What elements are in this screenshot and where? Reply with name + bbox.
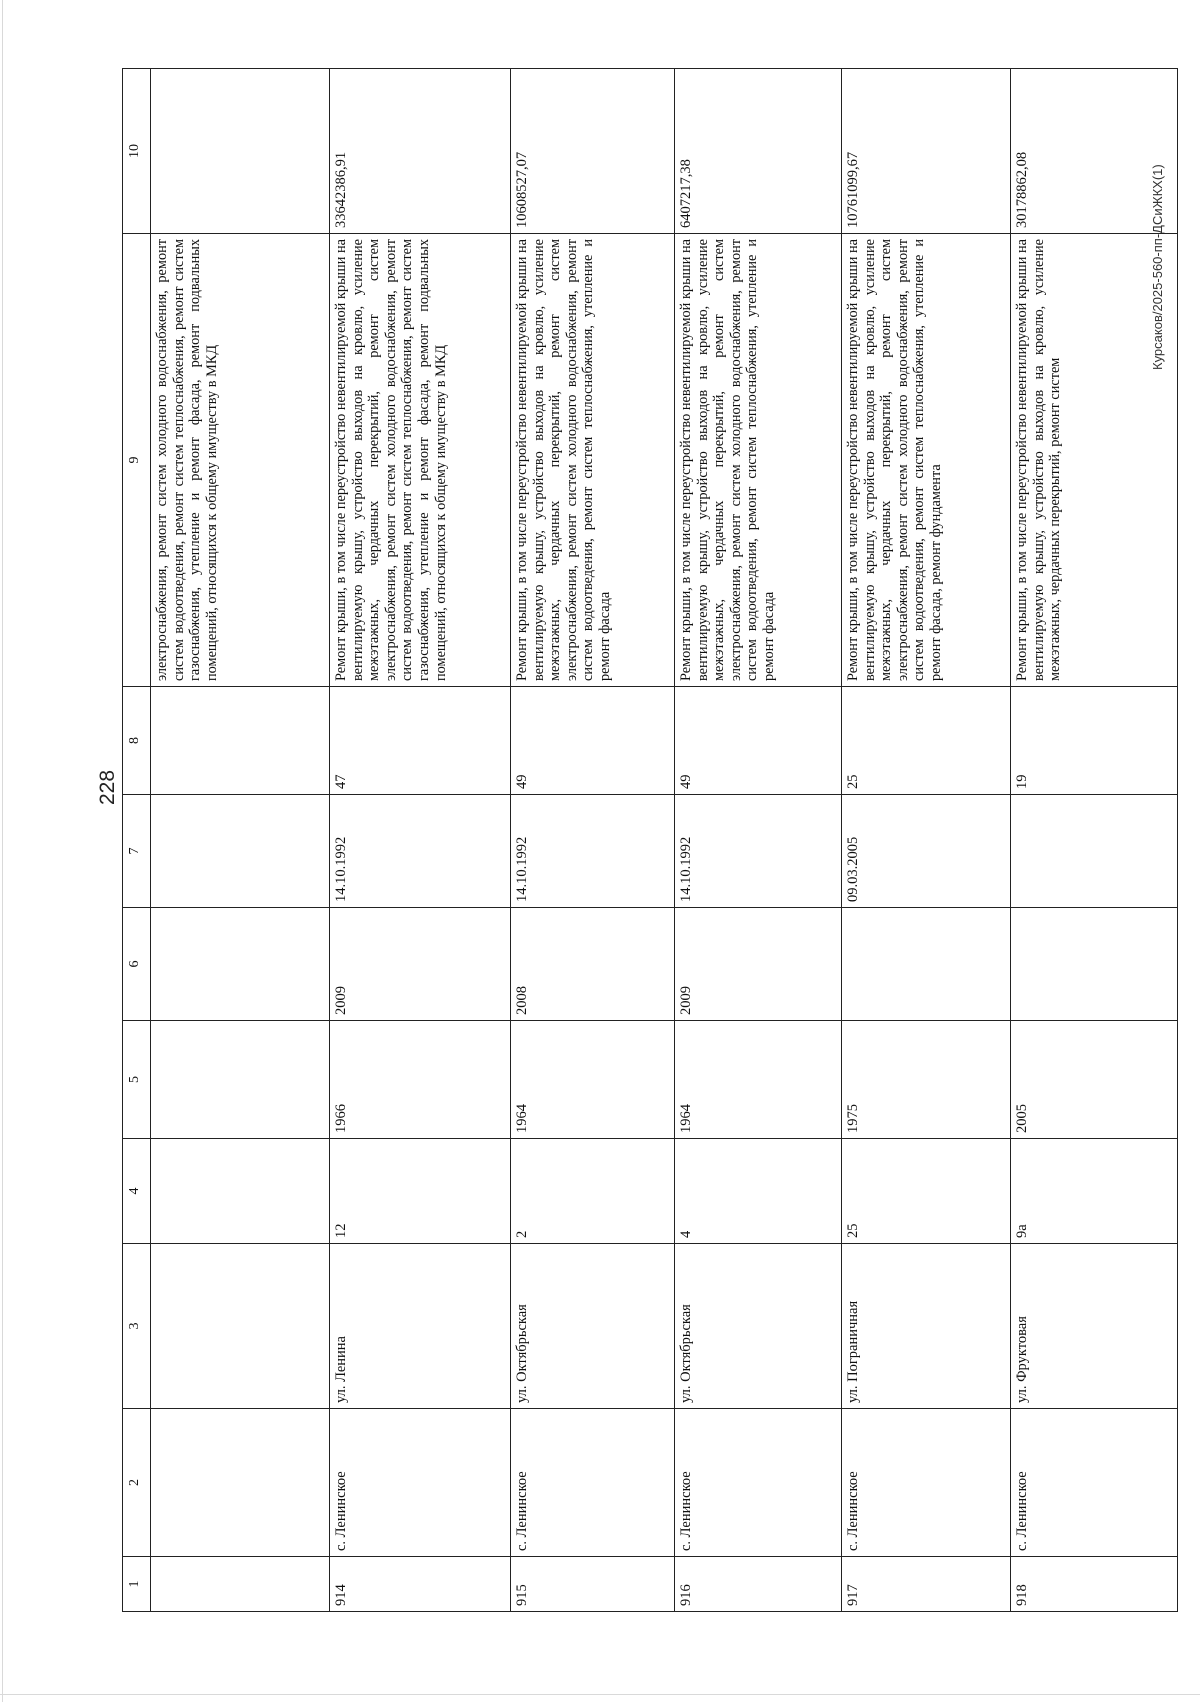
registry-table-container	[122, 69, 1165, 1612]
cell-date: 09.03.2005	[842, 795, 1011, 908]
cell-work-list: Ремонт крыши, в том числе переустройство невентилируемой крыши на вентилируемую крышу, устройство выходов на кровлю, усиление межэтажных, чердачных перекрытий, ремонт систем	[1011, 234, 1178, 687]
cell-work-list: Ремонт крыши, в том числе переустройство невентилируемой крыши на вентилируемую крышу, устройство выходов на кровлю, усиление межэтажных, чердачных перекрытий, ремонт систем электроснабжения, ремонт систем холодного водоснабжения, ремонт систем водоотведения, ремонт систем теплоснабжения, утепление и ремонт фасада	[675, 234, 842, 687]
cell-house: 25	[842, 1139, 1011, 1244]
cell-empty	[151, 908, 330, 1021]
column-header: 3	[123, 1244, 151, 1409]
cell-settlement: с. Ленинское	[330, 1409, 511, 1557]
cell-cost: 30178862,08	[1011, 69, 1178, 234]
cell-empty	[151, 1021, 330, 1139]
cell-row-number: 915	[511, 1557, 675, 1612]
cell-col8: 25	[842, 687, 1011, 795]
cell-street: ул. Октябрьская	[511, 1244, 675, 1409]
cell-col8: 47	[330, 687, 511, 795]
cell-empty	[151, 1244, 330, 1409]
cell-year-built: 1966	[330, 1021, 511, 1139]
column-header: 1	[123, 1557, 151, 1612]
cell-year-built: 2005	[1011, 1021, 1178, 1139]
column-header: 2	[123, 1409, 151, 1557]
cell-date: 14.10.1992	[330, 795, 511, 908]
cell-work-list: Ремонт крыши, в том числе переустройство невентилируемой крыши на вентилируемую крышу, устройство выходов на кровлю, усиление межэтажных, чердачных перекрытий, ремонт систем электроснабжения, ремонт систем холодного водоснабжения, ремонт систем водоотведения, ремонт систем теплоснабжения, ремонт систем газоснабжения, утепление и ремонт фасада, ремонт подвальных помещений, относящихся к общему имуществу в МКД	[330, 234, 511, 687]
cell-house: 12	[330, 1139, 511, 1244]
cell-empty	[151, 1557, 330, 1612]
cell-cost: 10761099,67	[842, 69, 1011, 234]
page-number: 228	[96, 769, 119, 805]
cell-cost: 33642386,91	[330, 69, 511, 234]
column-header: 5	[123, 1021, 151, 1139]
cell-col8: 49	[511, 687, 675, 795]
cell-house: 4	[675, 1139, 842, 1244]
cell-row-number: 918	[1011, 1557, 1178, 1612]
cell-cost: 10608527,07	[511, 69, 675, 234]
cell-settlement: с. Ленинское	[1011, 1409, 1178, 1557]
cell-work-list: Ремонт крыши, в том числе переустройство невентилируемой крыши на вентилируемую крышу, устройство выходов на кровлю, усиление межэтажных, чердачных перекрытий, ремонт систем электроснабжения, ремонт систем холодного водоснабжения, ремонт систем водоотведения, ремонт систем теплоснабжения, утепление и ремонт фасада, ремонт фундамента	[842, 234, 1011, 687]
cell-work-list: Ремонт крыши, в том числе переустройство невентилируемой крыши на вентилируемую крышу, устройство выходов на кровлю, усиление межэтажных, чердачных перекрытий, ремонт систем электроснабжения, ремонт систем холодного водоснабжения, ремонт систем водоотведения, ремонт систем теплоснабжения, утепление и ремонт фасада	[511, 234, 675, 687]
scan-fold-line	[0, 1694, 1200, 1695]
cell-empty	[151, 1409, 330, 1557]
cell-year-built: 1964	[511, 1021, 675, 1139]
cell-empty	[151, 69, 330, 234]
table-row	[511, 69, 675, 1612]
cell-street: ул. Октябрьская	[675, 1244, 842, 1409]
cell-street: ул. Фруктовая	[1011, 1244, 1178, 1409]
scan-edge-line	[2, 0, 3, 1702]
cell-year-built: 1964	[675, 1021, 842, 1139]
cell-row-number: 916	[675, 1557, 842, 1612]
cell-col6: 2008	[511, 908, 675, 1021]
registry-table	[122, 68, 1178, 1612]
cell-work-list: электроснабжения, ремонт систем холодного водоснабжения, ремонт систем водоотведения, ремонт систем теплоснабжения, ремонт систем газоснабжения, утепление и ремонт фасада, ремонт подвальных помещений, относящихся к общему имуществу в МКД	[151, 234, 330, 687]
column-header: 4	[123, 1139, 151, 1244]
column-header: 8	[123, 687, 151, 795]
cell-date: 14.10.1992	[511, 795, 675, 908]
cell-settlement: с. Ленинское	[842, 1409, 1011, 1557]
table-row	[675, 69, 842, 1612]
cell-settlement: с. Ленинское	[511, 1409, 675, 1557]
table-row	[1011, 69, 1178, 1612]
cell-empty	[151, 1139, 330, 1244]
cell-row-number: 917	[842, 1557, 1011, 1612]
cell-street: ул. Пограничная	[842, 1244, 1011, 1409]
column-header: 10	[123, 69, 151, 234]
cell-col8: 49	[675, 687, 842, 795]
cell-house: 9а	[1011, 1139, 1178, 1244]
column-header: 9	[123, 234, 151, 687]
continuation-row	[151, 69, 330, 1612]
cell-empty	[151, 687, 330, 795]
cell-settlement: с. Ленинское	[675, 1409, 842, 1557]
cell-row-number: 914	[330, 1557, 511, 1612]
cell-year-built: 1975	[842, 1021, 1011, 1139]
cell-col6	[842, 908, 1011, 1021]
cell-street: ул. Ленина	[330, 1244, 511, 1409]
cell-col8: 19	[1011, 687, 1178, 795]
document-reference: Курсаков/2025-560-пп-ДСиЖКХ(1)	[1150, 164, 1165, 370]
cell-date	[1011, 795, 1178, 908]
table-row	[842, 69, 1011, 1612]
table-row	[330, 69, 511, 1612]
column-header: 7	[123, 795, 151, 908]
cell-col6: 2009	[330, 908, 511, 1021]
cell-col6	[1011, 908, 1178, 1021]
cell-empty	[151, 795, 330, 908]
header-row	[123, 69, 151, 1612]
cell-house: 2	[511, 1139, 675, 1244]
cell-col6: 2009	[675, 908, 842, 1021]
cell-cost: 6407217,38	[675, 69, 842, 234]
cell-date: 14.10.1992	[675, 795, 842, 908]
column-header: 6	[123, 908, 151, 1021]
